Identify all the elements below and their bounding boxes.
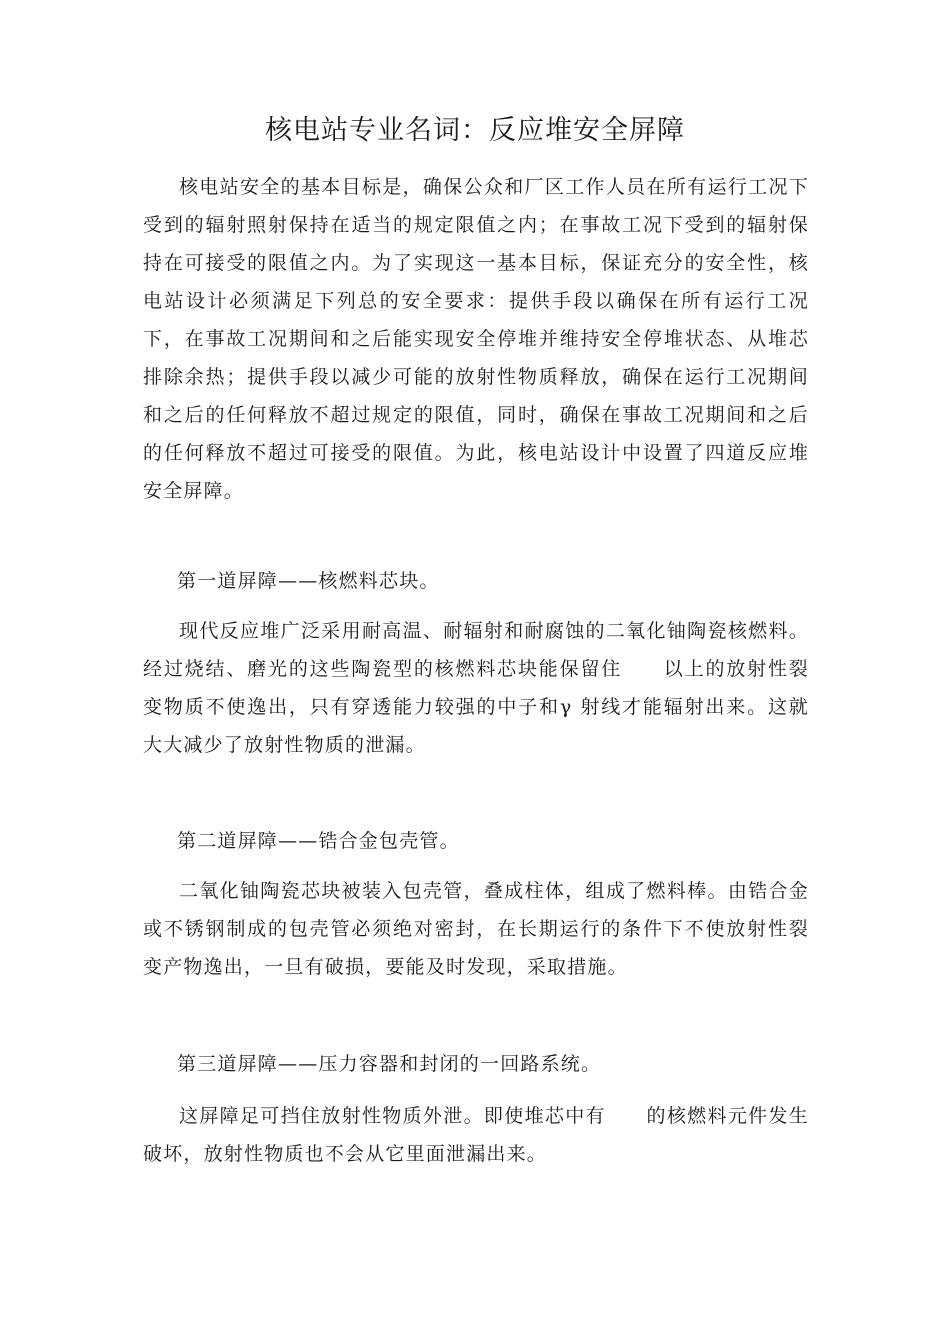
section-heading-1: 第一道屏障——核燃料芯块。 — [177, 570, 440, 592]
section-body-1: 现代反应堆广泛采用耐高温、耐辐射和耐腐蚀的二氧化铀陶瓷核燃料。经过烧结、磨光的这些陶瓷型的核燃料芯块能保留住 以上的放射性裂变物质不使逸出，只有穿透能力较强的中子和γ 射线才能辐射出来。这就大大减少了放射性物质的泄漏。 — [143, 620, 809, 756]
intro-paragraph: 核电站安全的基本目标是，确保公众和厂区工作人员在所有运行工况下受到的辐射照射保持在适当的规定限值之内；在事故工况下受到的辐射保持在可接受的限值之内。为了实现这一基本目标，保证充分的安全性，核电站设计必须满足下列总的安全要求：提供手段以确保在所有运行工况下，在事故工况期间和之后能实现安全停堆并维持安全停堆状态、从堆芯排除余热；提供手段以减少可能的放射性物质释放，确保在运行工况期间和之后的任何释放不超过规定的限值，同时，确保在事故工况期间和之后的任何释放不超过可接受的限值。为此，核电站设计中设置了四道反应堆安全屏障。 — [143, 176, 809, 502]
section-body-2: 二氧化铀陶瓷芯块被装入包壳管，叠成柱体，组成了燃料棒。由锆合金或不锈钢制成的包壳管必须绝对密封，在长期运行的条件下不使放射性裂变产物逸出，一旦有破损，要能及时发现，采取措施。 — [143, 880, 809, 978]
section-body-3: 这屏障足可挡住放射性物质外泄。即使堆芯中有 的核燃料元件发生破坏，放射性物质也不会从它里面泄漏出来。 — [143, 1105, 809, 1165]
document-title: 核电站专业名词：反应堆安全屏障 — [265, 115, 685, 146]
section-heading-3: 第三道屏障——压力容器和封闭的一回路系统。 — [177, 1053, 602, 1075]
section-heading-2: 第二道屏障——锆合金包壳管。 — [177, 830, 460, 852]
